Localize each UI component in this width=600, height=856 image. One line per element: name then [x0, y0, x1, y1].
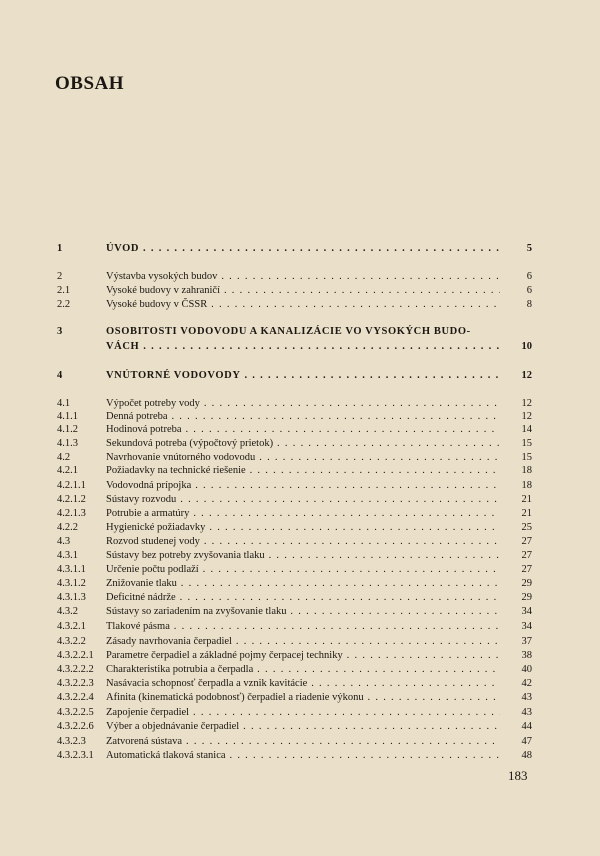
toc-number: 4.1 [57, 398, 71, 409]
toc-page: 15 [521, 452, 532, 463]
toc-entry [57, 423, 532, 437]
toc-number: 4.3.2.3.1 [57, 750, 94, 761]
toc-entry [57, 677, 532, 691]
page-number: 183 [508, 768, 528, 783]
toc-entry [57, 451, 532, 465]
toc-number: 4.3.2.2.2 [57, 664, 94, 675]
toc-entry [57, 464, 532, 478]
toc-number: 4.2.1.3 [57, 508, 86, 519]
toc-entry [57, 577, 532, 591]
toc-title: OSOBITOSTI VODOVODU A KANALIZÁCIE VO VYSOKÝCH BUDO- [106, 326, 471, 337]
toc-page: 34 [521, 606, 532, 617]
toc-title: Tlakové pásma . . . [106, 620, 500, 634]
toc-number: 4.3.2.3 [57, 736, 86, 747]
toc-title: Výpočet potreby vody . . . [106, 397, 500, 411]
toc-number: 4.3.1 [57, 550, 78, 561]
toc-number: 4.3.2.2 [57, 636, 86, 647]
toc-entry [57, 549, 532, 563]
toc-page: 6 [526, 271, 532, 282]
toc-number: 3 [57, 326, 63, 337]
toc-title: Sústavy bez potreby zvyšovania tlaku . . . [106, 549, 500, 563]
toc-entry [57, 663, 532, 677]
toc-title: Vysoké budovy v ČSSR . . . [106, 298, 500, 312]
toc-number: 1 [57, 243, 63, 254]
toc-title: Sekundová potreba (výpočtový prietok) . . . [106, 437, 500, 451]
toc-page: 5 [526, 243, 532, 254]
toc-page: 29 [521, 592, 532, 603]
toc-number: 4.3.2.2.1 [57, 650, 94, 661]
toc-page: 15 [521, 438, 532, 449]
toc-page: 43 [521, 707, 532, 718]
toc-title: Parametre čerpadiel a základné pojmy čerpacej techniky . . . [106, 649, 500, 663]
toc-entry [57, 493, 532, 507]
toc-page: 44 [521, 721, 532, 732]
toc-title: VNÚTORNÉ VODOVODY . . . [106, 369, 500, 383]
toc-title: Hygienické požiadavky . . . [106, 521, 500, 535]
toc-title: Sústavy so zariadením na zvyšovanie tlaku . . . [106, 605, 500, 619]
toc-number: 4.3.2.2.3 [57, 678, 94, 689]
toc-page: 29 [521, 578, 532, 589]
toc-entry [57, 649, 532, 663]
toc-entry [57, 521, 532, 535]
toc-number: 4.2 [57, 452, 71, 463]
toc-title: Denná potreba . . . [106, 410, 500, 424]
toc-entry [57, 605, 532, 619]
toc-number: 4.2.2 [57, 522, 78, 533]
toc-number: 4.1.3 [57, 438, 78, 449]
toc-entry [57, 535, 532, 549]
toc-number: 2.2 [57, 299, 71, 310]
toc-number: 4.1.1 [57, 411, 78, 422]
toc-entry [57, 620, 532, 634]
toc-entry [57, 563, 532, 577]
toc-title: Navrhovanie vnútorného vodovodu . . . [106, 451, 500, 465]
toc-page: 21 [521, 494, 532, 505]
toc-number: 4.2.1 [57, 465, 78, 476]
toc-title: Afinita (kinematická podobnosť) čerpadiel a riadenie výkonu . . . [106, 691, 500, 705]
toc-title: Hodinová potreba . . . [106, 423, 500, 437]
toc-number: 4.3 [57, 536, 71, 547]
toc-number: 4.3.2.2.4 [57, 692, 94, 703]
toc-number: 4.3.2 [57, 606, 78, 617]
toc-title: Nasávacia schopnosť čerpadla a vznik kavitácie . . . [106, 677, 500, 691]
toc-page: 27 [521, 550, 532, 561]
toc-title: Potrubie a armatúry . . . [106, 507, 500, 521]
toc-entry [57, 298, 532, 312]
toc-number: 4.3.1.2 [57, 578, 86, 589]
toc-number: 4.3.2.2.6 [57, 721, 94, 732]
toc-title: Vodovodná prípojka . . . [106, 479, 500, 493]
toc-title: VÁCH . . . [106, 340, 500, 354]
toc-title: Určenie počtu podlaží . . . [106, 563, 500, 577]
toc-page: 48 [521, 750, 532, 761]
toc-page: 25 [521, 522, 532, 533]
toc-page: 34 [521, 621, 532, 632]
toc-title: Charakteristika potrubia a čerpadla . . . [106, 663, 500, 677]
toc-page: 10 [521, 341, 532, 352]
toc-entry [57, 242, 532, 256]
toc-number: 2 [57, 271, 63, 282]
toc-page: 47 [521, 736, 532, 747]
toc-page: 12 [521, 370, 532, 381]
toc-number: 4.3.1.3 [57, 592, 86, 603]
toc-entry [57, 507, 532, 521]
toc-entry [57, 270, 532, 284]
toc-number: 2.1 [57, 285, 71, 296]
toc-title: Vysoké budovy v zahraničí . . . [106, 284, 500, 298]
toc-page: 6 [526, 285, 532, 296]
toc-number: 4.1.2 [57, 424, 78, 435]
toc-title: Deficitné nádrže . . . [106, 591, 500, 605]
toc-entry [57, 397, 532, 411]
toc-entry [57, 325, 532, 339]
toc-title: Zásady navrhovania čerpadiel . . . [106, 635, 500, 649]
toc-entry [57, 437, 532, 451]
toc-title: Zapojenie čerpadiel . . . [106, 706, 500, 720]
toc-entry [57, 706, 532, 720]
toc-title: Znižovanie tlaku . . . [106, 577, 500, 591]
toc-entry [57, 635, 532, 649]
toc-page: 14 [521, 424, 532, 435]
toc-title: Zatvorená sústava . . . [106, 735, 500, 749]
toc-page: 43 [521, 692, 532, 703]
toc-page: 18 [521, 465, 532, 476]
toc-entry [57, 340, 532, 354]
toc-title: Výber a objednávanie čerpadiel . . . [106, 720, 500, 734]
toc-entry [57, 479, 532, 493]
toc-page: 18 [521, 480, 532, 491]
toc-entry [57, 749, 532, 763]
toc-page: 21 [521, 508, 532, 519]
toc-number: 4.2.1.2 [57, 494, 86, 505]
toc-number: 4.3.1.1 [57, 564, 86, 575]
toc-entry [57, 720, 532, 734]
toc-title: Požiadavky na technické riešenie . . . [106, 464, 500, 478]
toc-title: Sústavy rozvodu . . . [106, 493, 500, 507]
toc-page: 12 [521, 398, 532, 409]
toc-entry [57, 410, 532, 424]
toc-entry [57, 591, 532, 605]
toc-page: 37 [521, 636, 532, 647]
toc-title: ÚVOD . . . [106, 242, 500, 256]
toc-number: 4.2.1.1 [57, 480, 86, 491]
toc-page: 42 [521, 678, 532, 689]
toc-page: 27 [521, 564, 532, 575]
toc-entry [57, 691, 532, 705]
toc-entry [57, 284, 532, 298]
page-title: OBSAH [55, 73, 125, 94]
toc-entry [57, 735, 532, 749]
toc-page: 8 [526, 299, 532, 310]
toc-number: 4.3.2.1 [57, 621, 86, 632]
toc-page: 12 [521, 411, 532, 422]
toc-title: Výstavba vysokých budov . . . [106, 270, 500, 284]
toc-title: Rozvod studenej vody . . . [106, 535, 500, 549]
toc-title: Automatická tlaková stanica . . . [106, 749, 500, 763]
toc-number: 4.3.2.2.5 [57, 707, 94, 718]
toc-page: 40 [521, 664, 532, 675]
toc-page: 38 [521, 650, 532, 661]
toc-entry [57, 369, 532, 383]
toc-number: 4 [57, 370, 63, 381]
toc-page: 27 [521, 536, 532, 547]
